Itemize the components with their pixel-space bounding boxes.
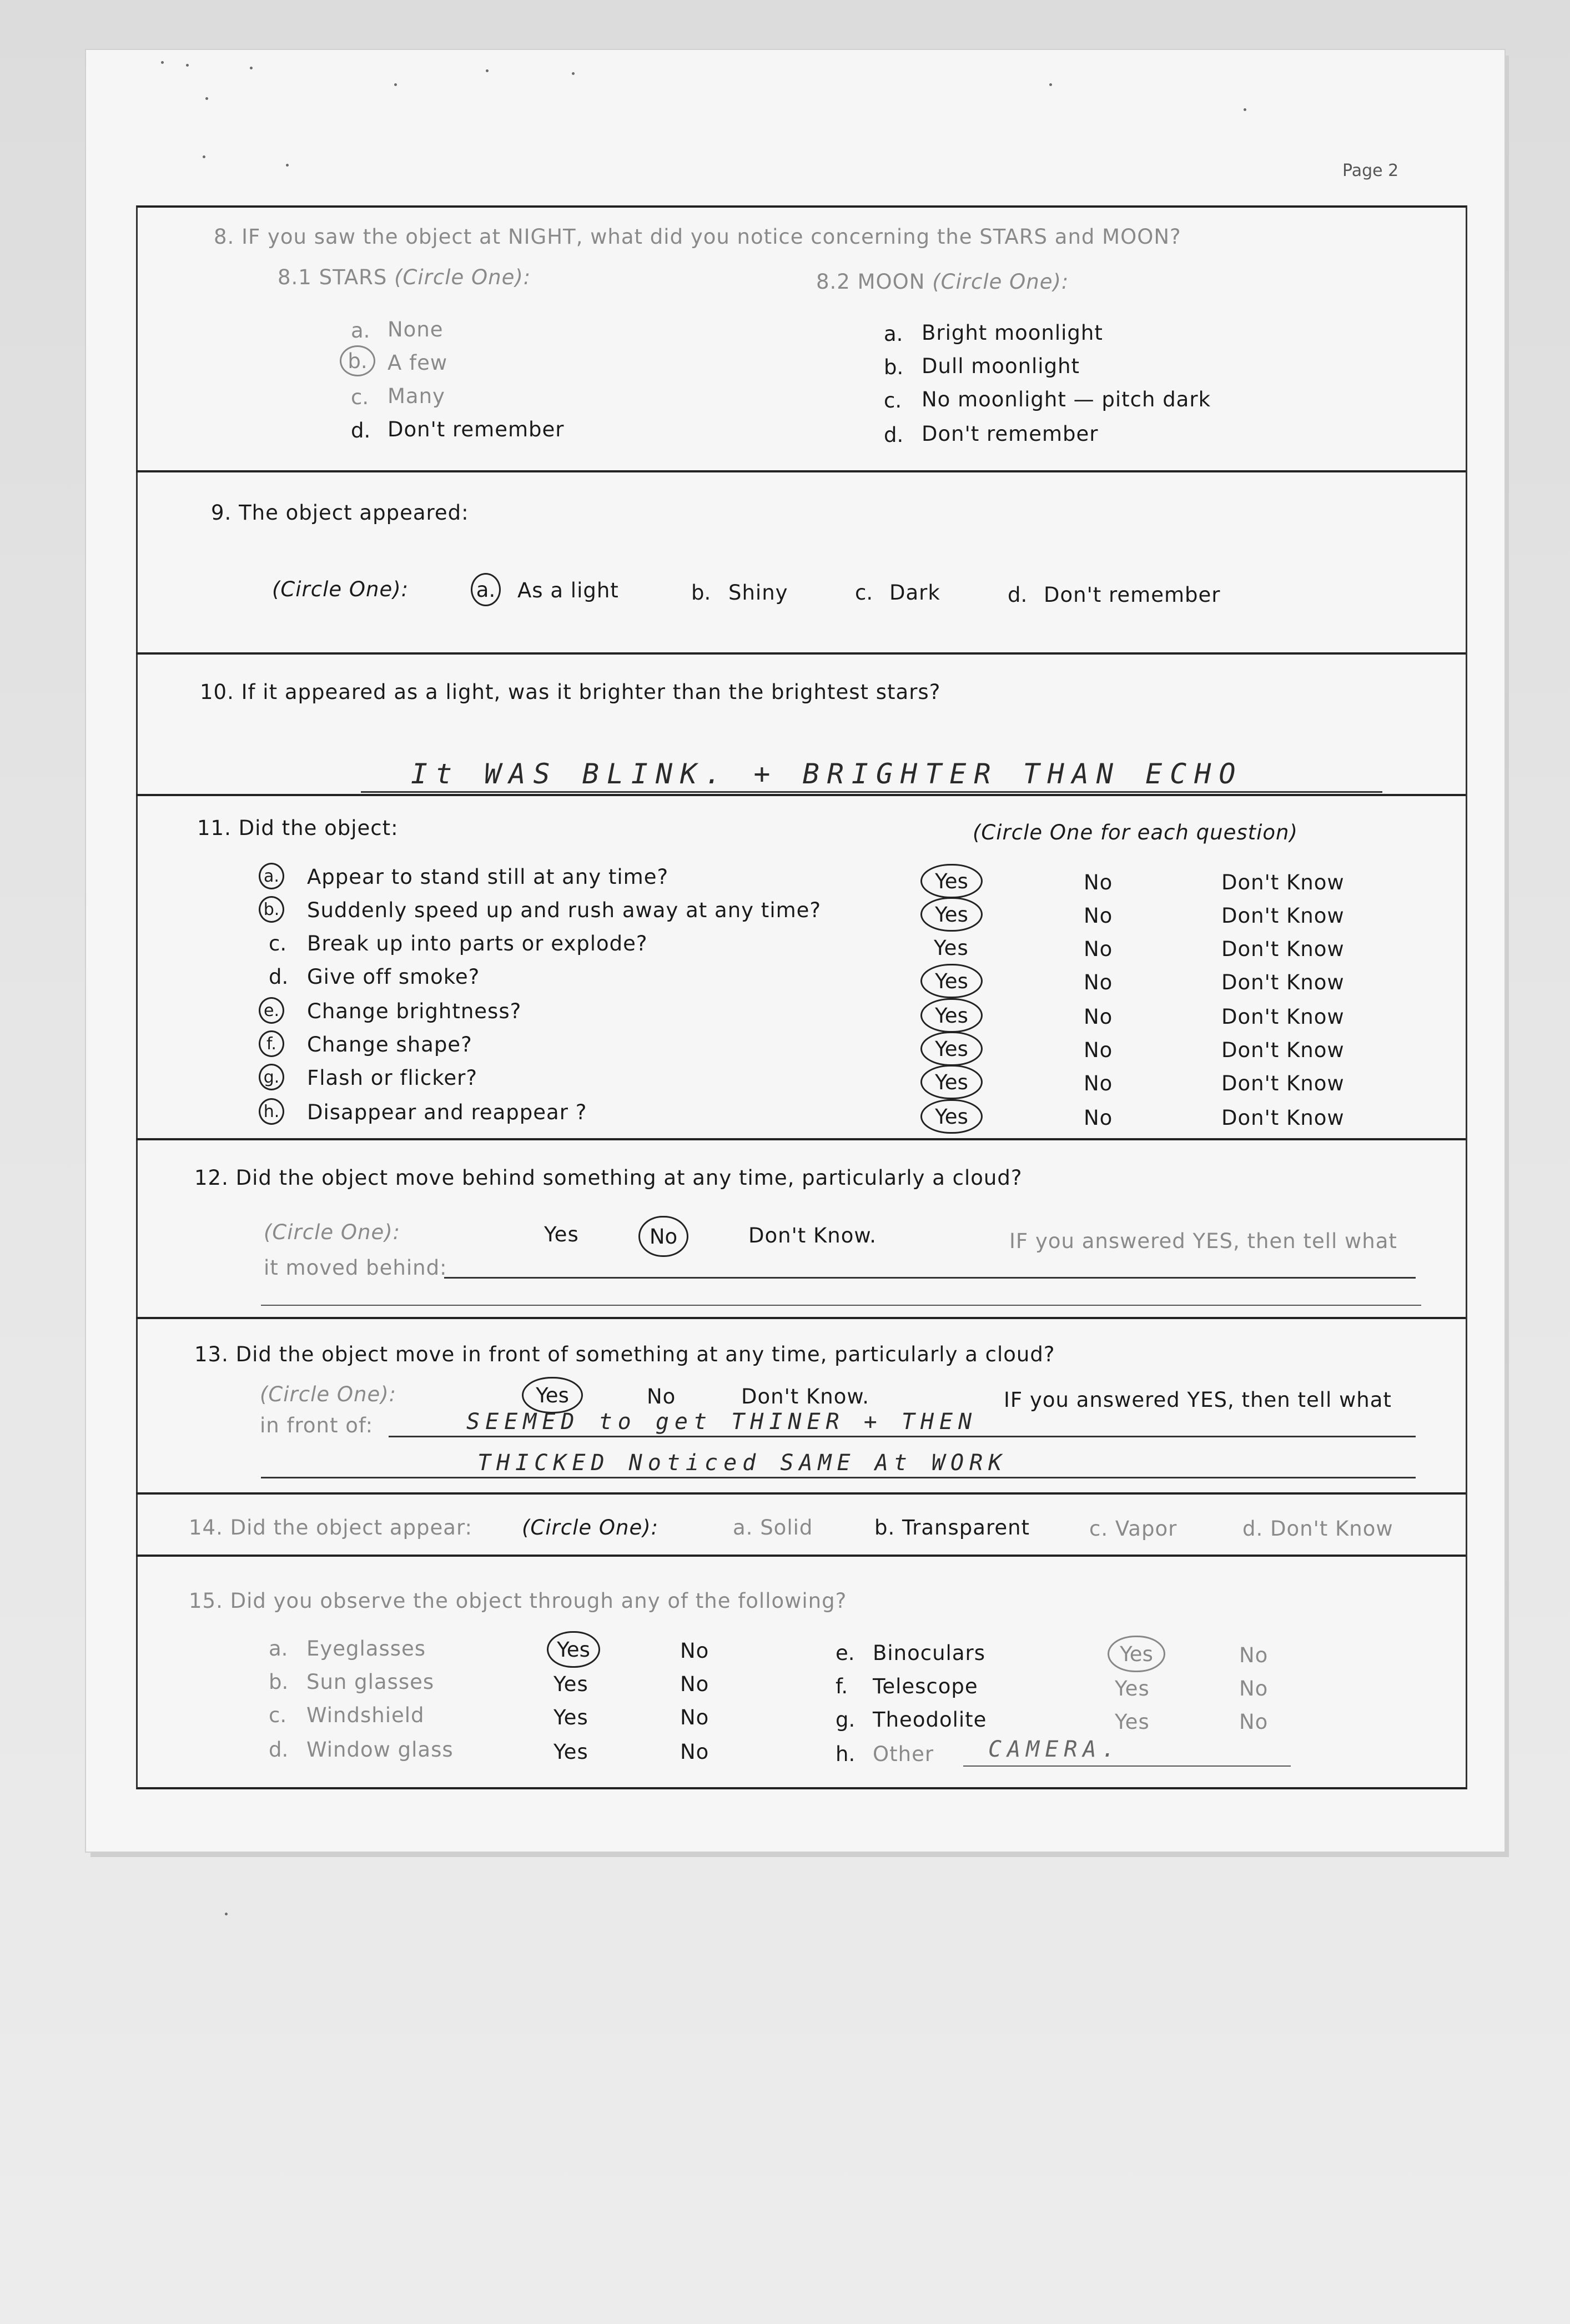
q12-yes[interactable]: Yes [544,1223,579,1246]
q12-no-circled[interactable] [638,1216,688,1257]
q9-option-b-label: Shiny [728,581,788,605]
q11-item-4-yes: Yes [935,1003,968,1028]
q9-option-c-letter: c. [855,581,873,605]
q9-option-d-label: Don't remember [1044,583,1221,607]
q11-item-1-dont-know[interactable]: Don't Know [1221,904,1345,928]
q8-stars-heading [278,265,531,289]
q11-item-4-yes-circled[interactable] [920,998,983,1033]
q11-item-3-no[interactable]: No [1084,970,1113,994]
q8-moon-heading-num: 8.2 MOON [816,270,925,294]
q14-option-b[interactable]: b. Transparent [874,1516,1030,1540]
q11-item-6-dont-know[interactable]: Don't Know [1221,1072,1345,1095]
q11-item-5-letter-circled[interactable] [259,1030,284,1057]
q11-item-2-no[interactable]: No [1084,937,1113,961]
q15-left-0-letter: a. [269,1637,288,1661]
q12-followup: IF you answered YES, then tell what [1009,1229,1397,1253]
q15-right-1-letter: f. [836,1674,848,1698]
q15-left-0-yes-circled[interactable] [547,1631,600,1668]
q15-left-1-letter: b. [269,1670,289,1694]
q14-question: 14. Did the object appear: [189,1516,472,1540]
q12-answer-line-2 [261,1305,1421,1306]
q8-stars-b-circled[interactable] [340,345,375,376]
q11-item-5-no[interactable]: No [1084,1038,1113,1062]
q11-item-1-label: Suddenly speed up and rush away at any time? [307,898,822,922]
q11-item-3-yes: Yes [935,969,968,993]
q11-item-6-yes: Yes [935,1070,968,1094]
q12-followup2: it moved behind: [264,1256,447,1280]
q15-right-1-no[interactable]: No [1239,1677,1269,1701]
divider-13-14 [136,1492,1466,1495]
q15-left-3-label: Window glass [306,1738,454,1762]
q10-question: 10. If it appeared as a light, was it brighter than the brightest stars? [200,680,941,704]
q11-item-0-yes-circled[interactable] [920,864,983,898]
speck [186,64,189,67]
q11-question: 11. Did the object: [197,816,399,840]
divider-11-12 [136,1138,1466,1140]
q15-right-1-yes[interactable]: Yes [1115,1677,1150,1701]
q13-instruction: (Circle One): [260,1382,397,1406]
q15-left-1-yes[interactable]: Yes [553,1672,588,1696]
q8-moon-c-letter: c. [884,389,902,413]
q10-answer-line [361,791,1382,793]
form-box [136,205,1467,1789]
q8-moon-d-label: Don't remember [922,422,1099,446]
q11-item-0-letter-circled[interactable] [259,863,284,889]
q8-moon-d-letter: d. [884,423,904,447]
q15-left-2-no[interactable]: No [680,1706,709,1729]
q15-right-2-yes[interactable]: Yes [1115,1710,1150,1734]
q11-item-6-letter-circled[interactable] [259,1064,284,1090]
q9-option-a-label: As a light [517,579,619,602]
q11-item-1-letter: b. [263,899,280,919]
q9-option-c-label: Dark [889,581,940,605]
q10-handwritten-answer: It WAS BLINK. + BRIGHTER THAN ECHO [411,758,1244,790]
q15-right-2-letter: g. [836,1708,856,1732]
q15-question: 15. Did you observe the object through any of the following? [189,1589,847,1613]
q9-option-b-letter: b. [691,581,711,605]
divider-12-13 [136,1317,1466,1319]
q11-item-7-dont-know[interactable]: Don't Know [1221,1106,1345,1130]
q14-option-a[interactable]: a. Solid [733,1516,813,1540]
q12-instruction: (Circle One): [264,1220,401,1244]
q11-item-3-yes-circled[interactable] [920,964,983,998]
q11-item-1-letter-circled[interactable] [259,896,284,923]
q13-answer-line-2 [261,1477,1416,1478]
q8-stars-a-letter: a. [351,319,370,343]
q11-item-4-letter-circled[interactable] [259,997,284,1024]
speck [1049,83,1052,86]
speck [250,67,253,69]
q9-option-d-letter: d. [1008,583,1028,607]
q11-item-5-letter: f. [266,1034,276,1054]
q11-item-3-letter: d. [269,965,289,989]
q13-no[interactable]: No [647,1385,676,1409]
q11-item-7-label: Disappear and reappear ? [307,1100,587,1124]
q15-right-0-no[interactable]: No [1239,1643,1269,1667]
q8-moon-a-label: Bright moonlight [922,321,1103,345]
q8-stars-a-label: None [388,318,444,341]
q11-item-7-letter-circled[interactable] [259,1098,284,1125]
q15-other-answer: CAMERA. [988,1737,1121,1762]
q15-right-0-yes-circled[interactable] [1108,1636,1165,1672]
speck [203,155,205,158]
q11-item-1-no[interactable]: No [1084,904,1113,928]
q11-item-5-yes-circled[interactable] [920,1032,983,1066]
speck [394,83,397,86]
q15-left-2-yes[interactable]: Yes [553,1706,588,1729]
q11-item-5-yes: Yes [935,1037,968,1061]
q13-question: 13. Did the object move in front of something at any time, particularly a cloud? [194,1342,1055,1366]
q11-instruction: (Circle One for each question) [973,821,1298,844]
q9-option-a-letter: a. [476,577,496,602]
q11-item-0-yes: Yes [935,869,968,893]
q11-item-0-label: Appear to stand still at any time? [307,865,669,889]
q15-left-0-label: Eyeglasses [306,1637,426,1661]
q11-item-4-letter: e. [264,1000,279,1020]
q8-moon-c-label: No moonlight — pitch dark [922,388,1211,411]
q9-option-a-circled[interactable] [471,573,501,606]
q13-followup: IF you answered YES, then tell what [1004,1388,1392,1412]
q11-item-3-dont-know[interactable]: Don't Know [1221,970,1345,994]
divider-14-15 [136,1555,1466,1557]
q15-left-1-label: Sun glasses [306,1670,435,1694]
q8-moon-heading [816,270,1069,294]
q8-moon-a-letter: a. [884,322,903,346]
speck [1244,108,1246,111]
speck [486,69,489,72]
q11-item-4-dont-know[interactable]: Don't Know [1221,1005,1345,1029]
q14-option-c[interactable]: c. Vapor [1089,1517,1178,1541]
q15-left-3-yes[interactable]: Yes [553,1740,588,1764]
q13-yes-circled[interactable] [522,1377,583,1413]
q11-item-6-no[interactable]: No [1084,1072,1113,1095]
q11-item-0-dont-know[interactable]: Don't Know [1221,871,1345,894]
q13-handwritten-line1: SEEMED to get THINER + THEN [466,1409,978,1435]
q11-item-5-dont-know[interactable]: Don't Know [1221,1038,1345,1062]
q12-answer-line-1 [444,1277,1416,1279]
q15-right-3-label: Other [873,1742,934,1766]
divider-8-9 [136,470,1466,472]
q13-yes: Yes [536,1383,569,1407]
q15-right-1-label: Telescope [873,1674,978,1698]
q8-stars-b-letter: b. [348,349,368,373]
q8-stars-heading-note: (Circle One): [394,265,531,289]
q15-right-2-label: Theodolite [873,1708,987,1732]
q11-item-7-no[interactable]: No [1084,1106,1113,1130]
q15-left-0-yes: Yes [557,1637,590,1662]
q8-moon-b-label: Dull moonlight [922,354,1080,378]
q11-item-0-letter: a. [264,866,279,886]
q8-stars-d-label: Don't remember [388,417,565,441]
speck [225,1913,228,1915]
q11-item-6-yes-circled[interactable] [920,1065,983,1099]
q11-item-7-yes: Yes [935,1104,968,1129]
q15-left-1-no[interactable]: No [680,1672,709,1696]
q8-moon-b-letter: b. [884,355,904,379]
speck [572,72,575,75]
q15-left-0-no[interactable]: No [680,1639,709,1663]
q11-item-0-no[interactable]: No [1084,871,1113,894]
q15-left-2-label: Windshield [306,1703,425,1727]
q11-item-5-label: Change shape? [307,1033,472,1057]
q13-handwritten-line2: THICKED Noticed SAME At WORK [477,1450,1008,1476]
q11-item-7-letter: h. [263,1101,280,1121]
q14-option-d[interactable]: d. Don't Know [1242,1517,1393,1541]
q8-stars-d-letter: d. [351,419,371,442]
q11-item-1-yes-circled[interactable] [920,897,983,932]
q12-question: 12. Did the object move behind something at any time, particularly a cloud? [194,1166,1023,1190]
speck [205,97,208,100]
q15-other-line [963,1765,1291,1767]
q11-item-6-letter: g. [263,1067,280,1087]
q15-right-0-letter: e. [836,1641,855,1665]
q11-item-2-yes[interactable]: Yes [934,936,969,960]
q13-dont-know[interactable]: Don't Know. [741,1385,869,1409]
q8-stars-c-label: Many [388,384,445,408]
q11-item-4-label: Change brightness? [307,999,522,1023]
speck [161,61,164,64]
q12-dont-know[interactable]: Don't Know. [748,1224,877,1247]
q15-left-2-letter: c. [269,1703,287,1727]
page-number: Page 2 [1342,161,1399,180]
q15-right-0-label: Binoculars [873,1641,985,1665]
speck [286,164,289,167]
q11-item-3-label: Give off smoke? [307,965,480,989]
q15-left-3-letter: d. [269,1738,289,1762]
q15-right-2-no[interactable]: No [1239,1710,1269,1734]
q13-followup2: in front of: [260,1413,374,1437]
q8-moon-heading-note: (Circle One): [932,270,1069,294]
q14-instruction: (Circle One): [522,1516,659,1540]
divider-9-10 [136,652,1466,655]
q8-question: 8. IF you saw the object at NIGHT, what did you notice concerning the STARS and MOON? [214,225,1181,249]
divider-10-11 [136,794,1466,796]
q11-item-7-yes-circled[interactable] [920,1099,983,1134]
q11-item-2-dont-know[interactable]: Don't Know [1221,937,1345,961]
q9-instruction: (Circle One): [272,577,409,601]
q8-stars-c-letter: c. [351,385,369,409]
q11-item-4-no[interactable]: No [1084,1005,1113,1029]
q15-right-3-letter: h. [836,1742,856,1766]
q13-answer-line-1 [389,1436,1416,1437]
q9-question: 9. The object appeared: [211,501,469,525]
q11-item-1-yes: Yes [935,902,968,927]
q12-no: No [649,1224,678,1249]
q11-item-2-letter: c. [269,932,287,955]
q15-right-0-yes: Yes [1120,1642,1153,1666]
q8-stars-heading-num: 8.1 STARS [278,265,388,289]
q11-item-6-label: Flash or flicker? [307,1066,477,1090]
q15-left-3-no[interactable]: No [680,1740,709,1764]
q11-item-2-label: Break up into parts or explode? [307,932,648,955]
q8-stars-b-label: A few [388,351,448,375]
